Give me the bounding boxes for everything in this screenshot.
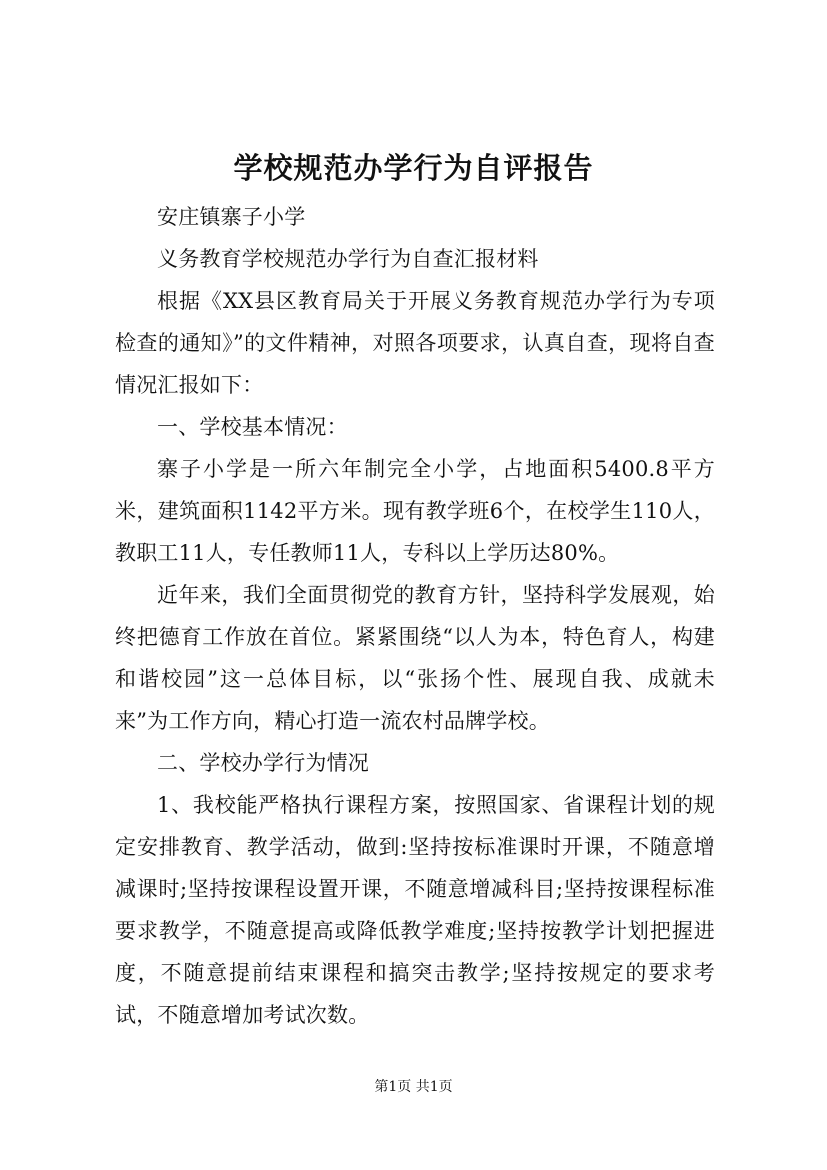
curriculum-paragraph: 1、我校能严格执行课程方案，按照国家、省课程计划的规定安排教育、教学活动，做到:坚持按标准课时开课，不随意增减课时;坚持按课程设置开课，不随意增减科目;坚持按课程标准要求教学，不随意提高或降低教学难度;坚持按教学计划把握进度，不随意提前结束课程和搞突击教学;坚持按规定的要求考试，不随意增加考试次数。 <box>115 793 715 1027</box>
page-number-label: 第1页 共1页 <box>374 1079 453 1095</box>
report-subtitle: 义务教育学校规范办学行为自查汇报材料 <box>157 247 539 271</box>
page-footer <box>0 1077 827 1097</box>
school-name: 安庄镇寨子小学 <box>157 205 306 229</box>
document-title: 学校规范办学行为自评报告 <box>233 151 594 185</box>
section-heading-basic-info: 一、学校基本情况： <box>157 415 348 439</box>
basic-info-paragraph: 寨子小学是一所六年制完全小学，占地面积5400.8平方米，建筑面积1142平方米。现有教学班6个，在校学生110人，教职工11人，专任教师11人，专科以上学历达80%。 <box>115 457 715 565</box>
recent-years-paragraph: 近年来，我们全面贯彻党的教育方针，坚持科学发展观，始终把德育工作放在首位。紧紧围绕“以人为本，特色育人，构建和谐校园”这一总体目标，以“张扬个性、展现自我、成就未来”为工作方向，精心打造一流农村品牌学校。 <box>115 583 715 733</box>
section-heading-conduct: 二、学校办学行为情况 <box>157 751 369 775</box>
intro-paragraph: 根据《XX县区教育局关于开展义务教育规范办学行为专项检查的通知》”的文件精神，对照各项要求，认真自查，现将自查情况汇报如下： <box>115 289 715 397</box>
document-body <box>115 196 715 1036</box>
